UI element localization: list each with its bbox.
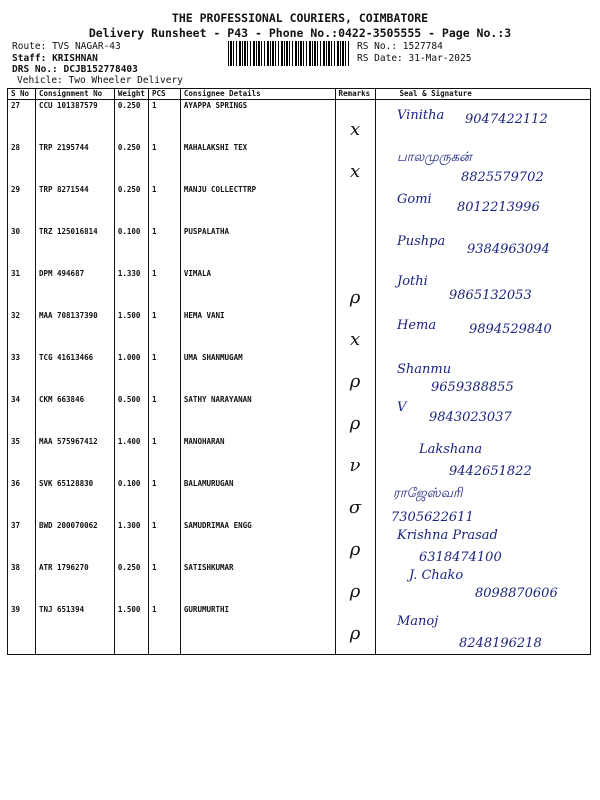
cell-weight: 1.330 <box>114 268 148 310</box>
signature-name: Jothi <box>396 274 428 289</box>
cell-consignee: GURUMURTHI <box>180 604 335 655</box>
cell-pcs: 1 <box>148 562 180 604</box>
cell-remarks <box>335 310 375 352</box>
cell-consignment-no: TRP 8271544 <box>35 184 114 226</box>
route-value: TVS NAGAR-43 <box>52 41 121 52</box>
cell-sno: 34 <box>8 394 36 436</box>
cell-sno: 36 <box>8 478 36 520</box>
cell-consignee: VIMALA <box>180 268 335 310</box>
rs-no-line <box>357 41 443 52</box>
cell-remarks <box>335 142 375 184</box>
rs-date-label: RS Date: <box>357 53 403 64</box>
cell-signature <box>375 562 590 604</box>
cell-weight: 0.250 <box>114 184 148 226</box>
cell-pcs: 1 <box>148 100 180 143</box>
cell-weight: 0.250 <box>114 562 148 604</box>
cell-remarks <box>335 478 375 520</box>
cell-signature <box>375 226 590 268</box>
cell-weight: 1.300 <box>114 520 148 562</box>
signature-ink <box>379 143 589 187</box>
rs-no-label: RS No.: <box>357 41 398 52</box>
signature-name: Manoj <box>396 614 438 629</box>
signature-phone: 9659388855 <box>430 380 514 395</box>
cell-weight: 0.100 <box>114 226 148 268</box>
cell-sno: 27 <box>8 100 36 143</box>
cell-consignee: UMA SHANMUGAM <box>180 352 335 394</box>
cell-pcs: 1 <box>148 604 180 655</box>
col-remarks-header: Remarks <box>335 89 375 100</box>
signature-name: Gomi <box>396 192 432 207</box>
staff-line <box>12 53 98 64</box>
col-weight-header: Weight <box>114 89 148 100</box>
cell-weight: 0.250 <box>114 142 148 184</box>
barcode <box>228 41 350 66</box>
staff-label: Staff: <box>12 53 47 64</box>
signature-name: ராஜேஸ்வரி <box>392 486 462 501</box>
signature-ink <box>379 185 589 229</box>
signature-phone: 6318474100 <box>418 550 502 565</box>
table-row <box>8 478 591 520</box>
cell-weight: 0.500 <box>114 394 148 436</box>
cell-consignment-no: CKM 663846 <box>35 394 114 436</box>
cell-signature <box>375 520 590 565</box>
cell-remarks <box>335 268 375 310</box>
cell-sno: 33 <box>8 352 36 394</box>
col-consignment-header: Consignment No <box>35 89 114 100</box>
cell-remarks <box>335 226 375 268</box>
signature-ink <box>379 605 589 649</box>
remark-mark: ρ <box>349 623 361 644</box>
cell-consignee: MANJU COLLECTTRP <box>180 184 335 226</box>
col-signature-header: Seal & Signature <box>375 89 590 100</box>
cell-sno: 28 <box>8 142 36 184</box>
cell-remarks <box>335 100 375 143</box>
signature-ink <box>379 311 589 355</box>
cell-pcs: 1 <box>148 394 180 436</box>
vehicle-label: Vehicle: <box>17 75 63 86</box>
cell-pcs: 1 <box>148 352 180 394</box>
cell-signature <box>375 436 590 478</box>
cell-pcs: 1 <box>148 142 180 184</box>
signature-name: Vinitha <box>396 108 444 123</box>
signature-ink <box>379 101 589 145</box>
signature-name: J. Chako <box>408 568 463 583</box>
signature-phone: 7305622611 <box>390 510 474 523</box>
cell-sno: 29 <box>8 184 36 226</box>
remark-mark: x <box>349 329 361 350</box>
cell-signature <box>375 352 590 394</box>
cell-remarks <box>335 394 375 436</box>
signature-name: பாலமுருகன் <box>396 150 472 165</box>
cell-weight: 1.400 <box>114 436 148 478</box>
cell-signature <box>375 604 590 655</box>
rs-date-line <box>357 53 471 64</box>
signature-phone: 8098870606 <box>474 586 558 601</box>
signature-phone: 8248196218 <box>458 636 542 649</box>
cell-signature <box>375 478 590 523</box>
route-line <box>12 41 121 52</box>
signature-ink <box>379 227 589 271</box>
drs-label: DRS No.: <box>12 64 58 75</box>
drs-line <box>12 64 138 75</box>
col-sno-header: S No <box>8 89 36 100</box>
table-header-row <box>8 89 591 100</box>
remark-mark: ρ <box>349 539 361 560</box>
signature-name: V <box>396 400 406 415</box>
cell-consignment-no: DPM 494687 <box>35 268 114 310</box>
cell-remarks <box>335 184 375 226</box>
remark-mark: ρ <box>349 413 361 434</box>
cell-consignee: SAMUDRIMAA ENGG <box>180 520 335 562</box>
cell-remarks <box>335 562 375 604</box>
remark-mark: x <box>349 119 361 140</box>
remark-mark: ρ <box>349 371 361 392</box>
cell-remarks <box>335 520 375 562</box>
col-consignee-header: Consignee Details <box>180 89 335 100</box>
signature-name: Pushpa <box>396 234 445 249</box>
remark-mark: ν <box>349 455 361 476</box>
rs-date-value: 31-Mar-2025 <box>408 53 472 64</box>
company-title: THE PROFESSIONAL COURIERS, COIMBATORE <box>171 11 429 25</box>
remark-mark: σ <box>348 497 362 518</box>
cell-sno: 30 <box>8 226 36 268</box>
cell-weight: 1.500 <box>114 310 148 352</box>
cell-consignment-no: ATR 1796270 <box>35 562 114 604</box>
cell-sno: 38 <box>8 562 36 604</box>
signature-ink <box>379 521 589 565</box>
cell-consignee: SATHY NARAYANAN <box>180 394 335 436</box>
cell-consignee: MAHALAKSHI TEX <box>180 142 335 184</box>
cell-pcs: 1 <box>148 310 180 352</box>
cell-remarks <box>335 604 375 655</box>
vehicle-value: Two Wheeler Delivery <box>68 75 183 86</box>
signature-ink <box>379 563 589 607</box>
cell-weight: 0.250 <box>114 100 148 143</box>
signature-ink <box>379 269 589 313</box>
staff-value: KRISHNAN <box>52 53 98 64</box>
signature-phone: 9894529840 <box>468 322 552 337</box>
drs-value: DCJB152778403 <box>63 64 138 75</box>
cell-sno: 32 <box>8 310 36 352</box>
cell-weight: 1.000 <box>114 352 148 394</box>
cell-pcs: 1 <box>148 226 180 268</box>
cell-sno: 39 <box>8 604 36 655</box>
cell-weight: 1.500 <box>114 604 148 655</box>
cell-consignee: AYAPPA SPRINGS <box>180 100 335 143</box>
cell-pcs: 1 <box>148 436 180 478</box>
rs-no-value: 1527784 <box>402 41 443 52</box>
remark-mark: x <box>349 161 361 182</box>
table-row <box>8 142 591 184</box>
cell-consignment-no: TCG 41613466 <box>35 352 114 394</box>
signature-ink <box>379 437 589 481</box>
signature-ink <box>379 395 589 439</box>
cell-consignee: PUSPALATHA <box>180 226 335 268</box>
table-row <box>8 604 591 655</box>
signature-phone: 9047422112 <box>464 112 548 127</box>
cell-consignment-no: TRP 2195744 <box>35 142 114 184</box>
cell-signature <box>375 394 590 436</box>
table-row <box>8 562 591 604</box>
table-row <box>8 268 591 310</box>
cell-pcs: 1 <box>148 268 180 310</box>
table-row <box>8 394 591 436</box>
cell-pcs: 1 <box>148 184 180 226</box>
cell-consignee: MANOHARAN <box>180 436 335 478</box>
table-row <box>8 226 591 268</box>
cell-signature <box>375 310 590 352</box>
col-pcs-header: PCS <box>148 89 180 100</box>
signature-phone: 8012213996 <box>456 200 540 215</box>
signature-ink <box>379 353 589 397</box>
cell-pcs: 1 <box>148 478 180 520</box>
cell-consignment-no: SVK 65128830 <box>35 478 114 520</box>
cell-signature <box>375 184 590 226</box>
cell-weight: 0.100 <box>114 478 148 520</box>
cell-consignment-no: TNJ 651394 <box>35 604 114 655</box>
signature-phone: 9384963094 <box>466 242 550 257</box>
vehicle-line <box>17 75 183 86</box>
signature-name: Krishna Prasad <box>396 528 498 543</box>
runsheet-subtitle: Delivery Runsheet - P43 - Phone No.:0422-3505555 - Page No.:3 <box>88 26 512 40</box>
cell-sno: 31 <box>8 268 36 310</box>
remark-mark: ρ <box>349 287 361 308</box>
cell-consignment-no: BWD 200070062 <box>35 520 114 562</box>
cell-sno: 37 <box>8 520 36 562</box>
signature-phone: 9843023037 <box>428 410 512 425</box>
cell-signature <box>375 100 590 143</box>
signature-name: Hema <box>396 318 436 333</box>
signature-phone: 9865132053 <box>448 288 532 303</box>
table-row <box>8 436 591 478</box>
table-row <box>8 352 591 394</box>
cell-consignee: HEMA VANI <box>180 310 335 352</box>
signature-name: Shanmu <box>396 362 451 377</box>
runsheet-table <box>7 88 591 655</box>
cell-sno: 35 <box>8 436 36 478</box>
signature-phone: 9442651822 <box>448 464 532 479</box>
cell-consignment-no: CCU 101387579 <box>35 100 114 143</box>
signature-name: Lakshana <box>418 442 482 457</box>
cell-consignee: BALAMURUGAN <box>180 478 335 520</box>
signature-phone: 8825579702 <box>460 170 544 185</box>
cell-signature <box>375 142 590 184</box>
signature-ink <box>379 479 589 523</box>
table-row <box>8 100 591 143</box>
table-row <box>8 310 591 352</box>
cell-consignment-no: MAA 708137390 <box>35 310 114 352</box>
cell-consignee: SATISHKUMAR <box>180 562 335 604</box>
remark-mark: ρ <box>349 581 361 602</box>
cell-signature <box>375 268 590 310</box>
route-label: Route: <box>12 41 47 52</box>
table-row <box>8 520 591 562</box>
cell-consignment-no: MAA 575967412 <box>35 436 114 478</box>
cell-consignment-no: TRZ 125016814 <box>35 226 114 268</box>
cell-remarks <box>335 352 375 394</box>
cell-pcs: 1 <box>148 520 180 562</box>
table-row <box>8 184 591 226</box>
cell-remarks <box>335 436 375 478</box>
